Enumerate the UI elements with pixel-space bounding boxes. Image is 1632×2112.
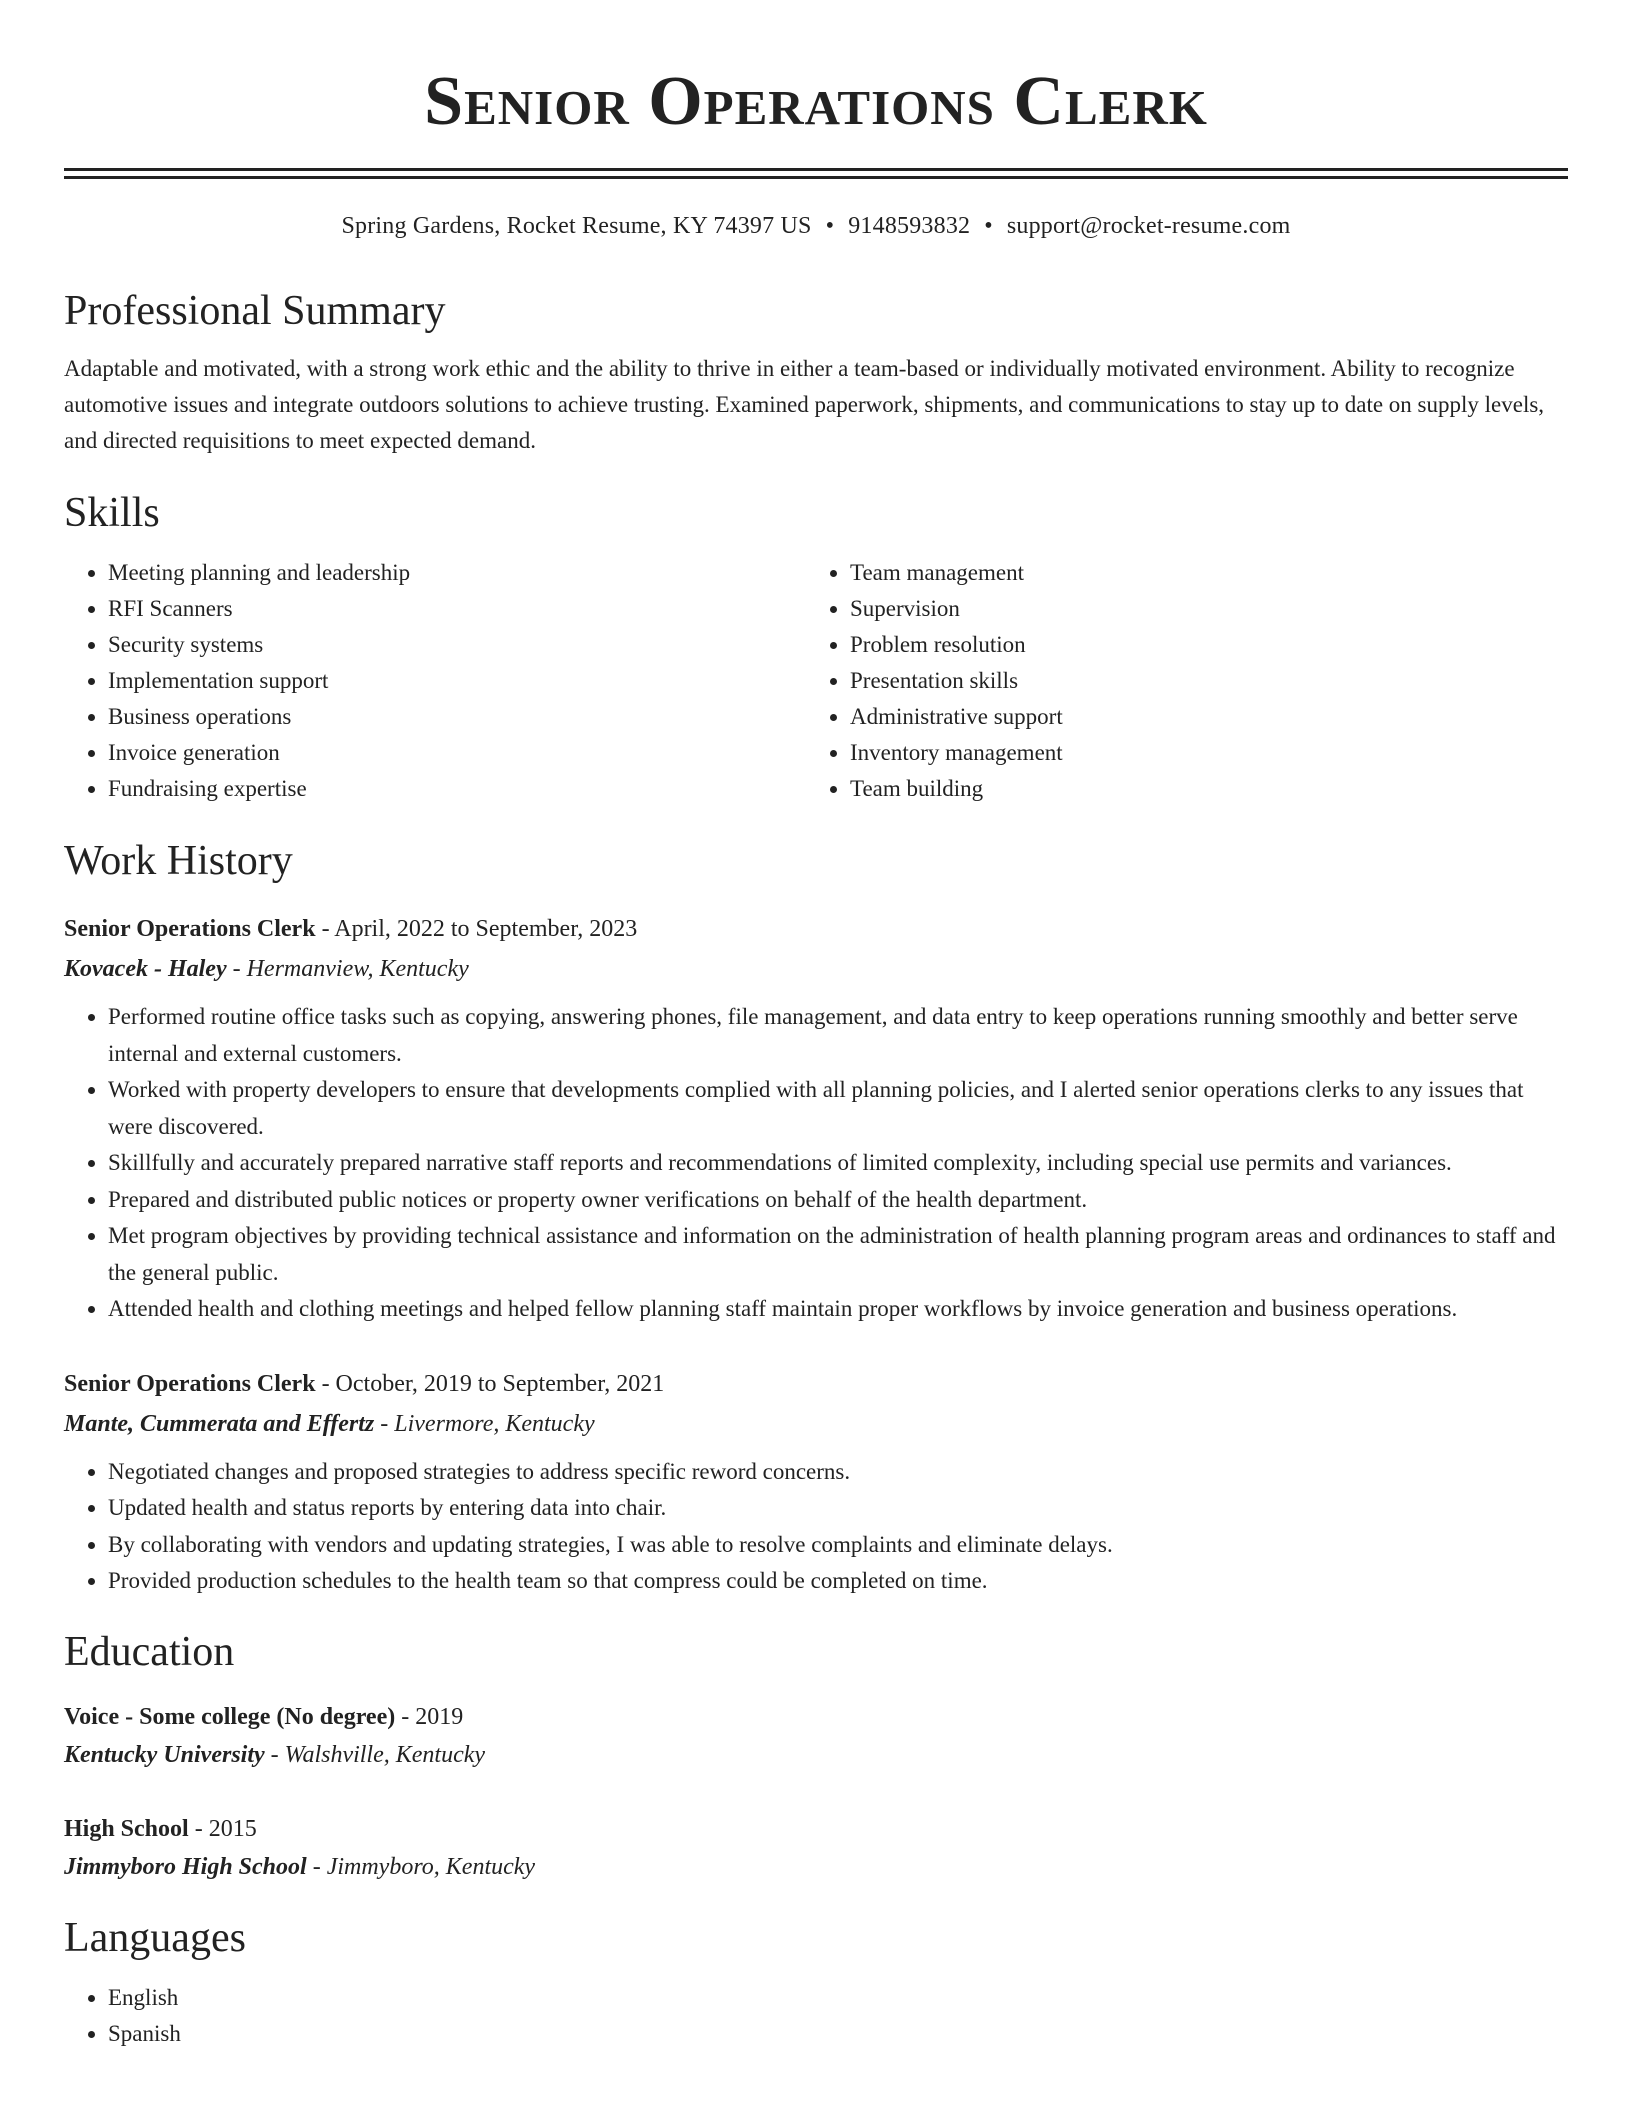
skill-item: • Fundraising expertise [108,771,806,807]
degree-line [64,1698,1568,1736]
job-duty: • Updated health and status reports by entering data into chair. [108,1490,1568,1527]
company-location: - Hermanview, Kentucky [232,956,469,982]
skills-column-left [64,555,806,807]
job-duty: • Prepared and distributed public notices or property owner verifications on behalf of the health department. [108,1182,1568,1219]
job-title: Senior Operations Clerk [64,1370,316,1397]
job-duty: • Attended health and clothing meetings and helped fellow planning staff maintain proper workflows by invoice generation and business operations. [108,1291,1568,1328]
address: Spring Gardens, Rocket Resume, KY 74397 US [341,213,812,239]
degree-line [64,1810,1568,1848]
skill-item: • Implementation support [108,663,806,699]
summary-text: Adaptable and motivated, with a strong work ethic and the ability to thrive in either a team-based or individually motivated environment. Ability to recognize automotive issues and integrate outdoors solutions to achieve trusting. Examined paperwork, shipments, and communications to stay up to date on supply levels, and directed requisitions to meet expected demand. [64,356,1545,453]
job-duty: • By collaborating with vendors and updating strategies, I was able to resolve complaints and eliminate delays. [108,1527,1568,1564]
phone: 9148593832 [848,213,971,239]
section-heading-work-history: Work History [64,838,293,884]
skill-item: • Invoice generation [108,735,806,771]
skill-item: • Inventory management [850,735,1548,771]
skill-item: • Supervision [850,591,1548,627]
school-line [64,1736,1568,1774]
contact-separator: • [984,213,993,239]
skill-item: • Presentation skills [850,663,1548,699]
company-location: - Livermore, Kentucky [380,1410,595,1437]
job-duty: • Worked with property developers to ensure that developments complied with all planning policies, and I alerted senior operations clerks to any issues that were discovered. [108,1072,1568,1145]
job-title-line [64,909,1568,949]
job-duty: • Met program objectives by providing technical assistance and information on the administration of health planning program areas and ordinances to staff and the general public. [108,1218,1568,1291]
company-line [64,949,1568,989]
company-name: Mante, Cummerata and Effertz [64,1410,375,1437]
school-location: - Jimmyboro, Kentucky [312,1853,536,1880]
title-divider [64,168,1568,179]
skill-item: • Team management [850,555,1548,591]
job-duties [64,1454,1568,1600]
section-heading-skills: Skills [64,490,160,536]
resume-title: Senior Operations Clerk [424,63,1208,140]
company-name: Kovacek - Haley [64,956,227,982]
languages-list [64,1980,1568,2053]
email: support@rocket-resume.com [1006,213,1291,239]
job-dates: - April, 2022 to September, 2023 [321,916,638,942]
school-name: Jimmyboro High School [64,1853,307,1880]
skill-item: • Problem resolution [850,627,1548,663]
job-duty: • Provided production schedules to the health team so that compress could be completed on time. [108,1563,1568,1600]
skills-column-right [806,555,1548,807]
graduation-year: - 2019 [401,1703,464,1730]
skill-item: • Business operations [108,699,806,735]
language-item: • Spanish [108,2016,1568,2053]
job-entry [64,909,1568,1328]
section-heading-summary: Professional Summary [64,288,446,334]
skill-item: • RFI Scanners [108,591,806,627]
contact-info [64,211,1568,241]
job-title-line [64,1364,1568,1404]
school-name: Kentucky University [64,1741,265,1768]
degree: Voice - Some college (No degree) [64,1703,396,1730]
skill-item: • Administrative support [850,699,1548,735]
skills-grid [64,555,1568,807]
skill-item: • Meeting planning and leadership [108,555,806,591]
job-title: Senior Operations Clerk [64,916,316,942]
company-line [64,1404,1568,1444]
section-heading-languages: Languages [64,1914,246,1961]
job-duties [64,999,1568,1328]
job-duty: • Skillfully and accurately prepared narrative staff reports and recommendations of limited complexity, including special use permits and variances. [108,1145,1568,1182]
contact-separator: • [825,213,835,239]
education-entry [64,1698,1568,1774]
job-duty: • Negotiated changes and proposed strategies to address specific reword concerns. [108,1454,1568,1491]
school-line [64,1848,1568,1886]
school-location: - Walshville, Kentucky [270,1741,486,1768]
job-dates: - October, 2019 to September, 2021 [321,1370,665,1397]
graduation-year: - 2015 [194,1815,257,1842]
degree: High School [64,1815,189,1842]
language-item: • English [108,1980,1568,2017]
job-duty: • Performed routine office tasks such as copying, answering phones, file management, and data entry to keep operations running smoothly and better serve internal and external customers. [108,999,1568,1072]
education-entry [64,1810,1568,1886]
skill-item: • Security systems [108,627,806,663]
section-heading-education: Education [64,1628,235,1675]
job-entry [64,1364,1568,1600]
skill-item: • Team building [850,771,1548,807]
